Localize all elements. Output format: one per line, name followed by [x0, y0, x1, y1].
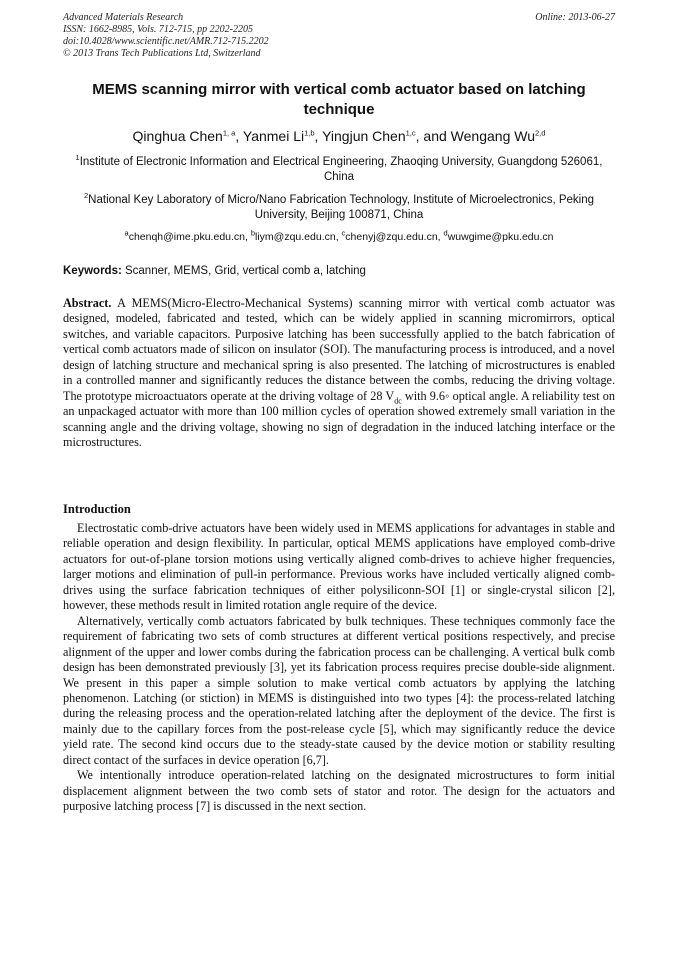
affiliation-superscript: 1 — [75, 153, 80, 163]
affiliation-superscript: 2 — [84, 191, 89, 201]
author-superscript: 2,d — [535, 128, 546, 138]
keywords-label: Keywords: — [63, 265, 122, 277]
online-date: Online: 2013-06-27 — [535, 12, 615, 23]
author-superscript: 1, a — [222, 128, 236, 138]
author-name: Yingjun Chen — [322, 128, 406, 144]
abstract-label: Abstract. — [63, 296, 112, 310]
abstract-text-part2: with 9.6◦ optical angle. A reliability test on an unpackaged actuator with more than 100 million cycles of operation showed extremely small variation in the scanning angle and the driving voltage, showing no sign of degradation in the induced latching interface or the microstructures. — [63, 388, 615, 450]
paragraph: We intentionally introduce operation-related latching on the designated microstructures to form initial displacement alignment between the two comb sets of stator and rotor. The design for the actuators and purposive latching process [7] is discussed in the next section. — [63, 768, 615, 814]
author-separator: , and — [415, 128, 451, 144]
paragraph: Alternatively, vertically comb actuators fabricated by bulk techniques. These techniques commonly face the requirement of fabricating two sets of comb structures at different vertical positions respectively, and precise alignment of the upper and lower combs during the fabrication process can be challenging. A vertical bulk comb design has been demonstrated previously [3], yet its fabrication process requires precise double-side alignment. We present in this paper a simple solution to make vertical comb actuators by applying the latching phenomenon. Latching (or stiction) in MEMS is distinguished into two types [4]: the process-related latching during the releasing process and the operation-related latching after the deployment of the device. The first is mainly due to the capillary forces from the post-release cycle [5], which may significantly reduce the device yield rate. The second kind occurs due to the steady-state caused by the device motion or stability resulting direct contact of the surfaces in device operation [6,7]. — [63, 613, 615, 767]
paragraph: Electrostatic comb-drive actuators have been widely used in MEMS applications for advantages in stable and reliable operation and design flexibility. In particular, optical MEMS applications have employed comb-drive actuators for out-of-plane torsion motions using vertically aligned comb-drives to achieve higher frequencies, larger motions and elimination of pull-in performance. Previous works have included vertically aligned comb-drives using the surface fabrication techniques of either polysiliconn-SOI [1] or single-crystal silicon [2], however, these methods result in limited rotation angle require of the device. — [63, 521, 615, 613]
email-superscript: a — [124, 228, 129, 238]
author-name: Qinghua Chen — [132, 128, 223, 144]
journal-issn: ISSN: 1662-8985, Vols. 712-715, pp 2202-2205 — [63, 24, 253, 35]
section-heading-introduction: Introduction — [63, 502, 131, 516]
author-list — [63, 127, 615, 145]
abstract-text-part1: A MEMS(Micro-Electro-Mechanical Systems) scanning mirror with vertical comb actuator was designed, modeled, fabricated and tested, which can be widely applied in scanning micromirrors, optical switches, and variable capacitors. Purposive latching has been successfully applied to the batch fabrication of vertical comb actuators made of silicon on insulator (SOI). The manufacturing process is introduced, and a novel design of latching structure and mechanical spring is also presented. The latching of microstructures is enabled in a controlled manner and significantly reduces the distance between the combs, reducing the driving voltage. The prototype microactuators operate at the driving voltage of 28 V — [63, 296, 615, 403]
author-name: Wengang Wu — [450, 128, 535, 144]
affiliation-text: National Key Laboratory of Micro/Nano Fabrication Technology, Institute of Microelectronics, Peking University, Beijing 100871, China — [88, 194, 594, 221]
affiliation-2 — [63, 193, 615, 223]
author-separator: , — [235, 128, 243, 144]
email-address: chenyj@zqu.edu.cn, — [345, 231, 444, 243]
journal-copyright: © 2013 Trans Tech Publications Ltd, Switzerland — [63, 48, 261, 59]
email-address: chenqh@ime.pku.edu.cn, — [128, 231, 251, 243]
email-address: wuwgime@pku.edu.cn — [447, 231, 554, 243]
journal-doi: doi:10.4028/www.scientific.net/AMR.712-715.2202 — [63, 36, 269, 47]
email-address: liym@zqu.edu.cn, — [255, 231, 342, 243]
affiliation-text: Institute of Electronic Information and Electrical Engineering, Zhaoqing University, Guangdong 526061, China — [79, 156, 603, 183]
author-superscript: 1,c — [405, 128, 416, 138]
affiliation-1 — [63, 155, 615, 185]
journal-name: Advanced Materials Research — [63, 12, 184, 23]
author-name: Yanmei Li — [242, 128, 305, 144]
introduction-body — [63, 521, 615, 815]
keywords-text: Scanner, MEMS, Grid, vertical comb a, latching — [121, 265, 366, 277]
email-list — [63, 230, 615, 244]
keywords — [63, 264, 615, 279]
email-superscript: d — [443, 228, 448, 238]
paper-title: MEMS scanning mirror with vertical comb actuator based on latching technique — [92, 81, 586, 118]
author-separator: , — [314, 128, 323, 144]
email-superscript: b — [250, 228, 256, 238]
author-superscript: 1,b — [304, 128, 315, 138]
abstract — [63, 296, 615, 451]
journal-header — [63, 12, 615, 60]
abstract-subscript: dc — [394, 396, 402, 406]
email-superscript: c — [341, 228, 346, 238]
